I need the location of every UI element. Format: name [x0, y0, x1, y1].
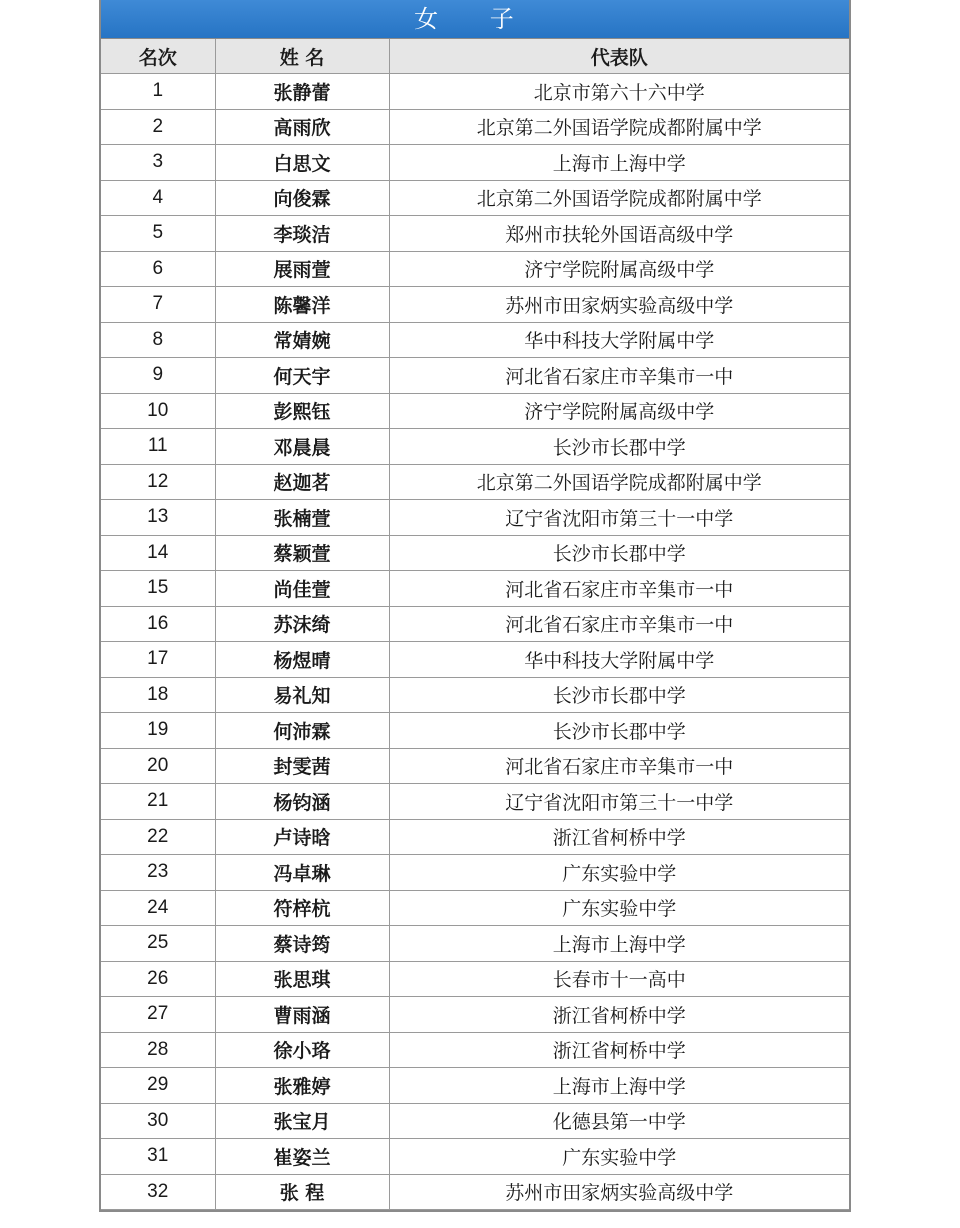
team-cell: 浙江省柯桥中学 [389, 997, 849, 1033]
name-cell: 何沛霖 [215, 713, 389, 749]
rank-cell: 9 [101, 358, 215, 394]
rank-cell: 8 [101, 322, 215, 358]
team-cell: 河北省石家庄市辛集市一中 [389, 606, 849, 642]
table-row [101, 961, 849, 997]
rank-cell: 22 [101, 819, 215, 855]
rank-cell: 15 [101, 571, 215, 607]
team-cell: 河北省石家庄市辛集市一中 [389, 571, 849, 607]
rank-cell: 11 [101, 429, 215, 465]
table-row [101, 109, 849, 145]
rank-cell: 27 [101, 997, 215, 1033]
team-cell: 浙江省柯桥中学 [389, 819, 849, 855]
header-team: 代表队 [389, 39, 849, 74]
rank-cell: 17 [101, 642, 215, 678]
team-cell: 河北省石家庄市辛集市一中 [389, 748, 849, 784]
team-cell: 上海市上海中学 [389, 926, 849, 962]
table-row [101, 180, 849, 216]
table-row [101, 997, 849, 1033]
table-row [101, 819, 849, 855]
table-row [101, 642, 849, 678]
rank-cell: 13 [101, 500, 215, 536]
rank-cell: 6 [101, 251, 215, 287]
team-cell: 济宁学院附属高级中学 [389, 393, 849, 429]
rank-cell: 29 [101, 1068, 215, 1104]
table-row [101, 145, 849, 181]
table-row [101, 890, 849, 926]
table-row [101, 1068, 849, 1104]
name-cell: 符梓杭 [215, 890, 389, 926]
rank-cell: 14 [101, 535, 215, 571]
name-cell: 崔姿兰 [215, 1139, 389, 1175]
team-cell: 华中科技大学附属中学 [389, 322, 849, 358]
table-row [101, 748, 849, 784]
team-cell: 广东实验中学 [389, 855, 849, 891]
name-cell: 曹雨涵 [215, 997, 389, 1033]
name-cell: 张思琪 [215, 961, 389, 997]
name-cell: 张静蕾 [215, 74, 389, 110]
team-cell: 长春市十一高中 [389, 961, 849, 997]
header-rank: 名次 [101, 39, 215, 74]
rank-cell: 10 [101, 393, 215, 429]
team-cell: 北京第二外国语学院成都附属中学 [389, 180, 849, 216]
name-cell: 易礼知 [215, 677, 389, 713]
section-banner [101, 0, 849, 39]
name-cell: 蔡颖萱 [215, 535, 389, 571]
rank-cell: 20 [101, 748, 215, 784]
name-cell: 冯卓琳 [215, 855, 389, 891]
name-cell: 常婧婉 [215, 322, 389, 358]
team-cell: 华中科技大学附属中学 [389, 642, 849, 678]
name-cell: 高雨欣 [215, 109, 389, 145]
rank-cell: 18 [101, 677, 215, 713]
rank-cell: 23 [101, 855, 215, 891]
name-cell: 蔡诗筠 [215, 926, 389, 962]
team-cell: 广东实验中学 [389, 890, 849, 926]
team-cell: 长沙市长郡中学 [389, 429, 849, 465]
name-cell: 封雯茜 [215, 748, 389, 784]
header-row [101, 39, 849, 74]
table-row [101, 358, 849, 394]
name-cell: 陈馨洋 [215, 287, 389, 323]
name-cell: 杨煜晴 [215, 642, 389, 678]
table-row [101, 1139, 849, 1175]
table-row [101, 429, 849, 465]
team-cell: 长沙市长郡中学 [389, 535, 849, 571]
table-row [101, 1103, 849, 1139]
rank-cell: 19 [101, 713, 215, 749]
table-row [101, 784, 849, 820]
team-cell: 苏州市田家炳实验高级中学 [389, 1174, 849, 1210]
name-cell: 张雅婷 [215, 1068, 389, 1104]
name-cell: 彭熙钰 [215, 393, 389, 429]
rank-cell: 31 [101, 1139, 215, 1175]
name-cell: 徐小珞 [215, 1032, 389, 1068]
name-cell: 展雨萱 [215, 251, 389, 287]
team-cell: 长沙市长郡中学 [389, 713, 849, 749]
team-cell: 上海市上海中学 [389, 145, 849, 181]
table-row [101, 393, 849, 429]
team-cell: 北京第二外国语学院成都附属中学 [389, 464, 849, 500]
rank-cell: 4 [101, 180, 215, 216]
name-cell: 张宝月 [215, 1103, 389, 1139]
name-cell: 卢诗晗 [215, 819, 389, 855]
table-row [101, 1174, 849, 1210]
table-row [101, 855, 849, 891]
table-row [101, 500, 849, 536]
name-cell: 杨钧涵 [215, 784, 389, 820]
rank-cell: 32 [101, 1174, 215, 1210]
header-name: 姓 名 [215, 39, 389, 74]
team-cell: 化德县第一中学 [389, 1103, 849, 1139]
rank-cell: 28 [101, 1032, 215, 1068]
name-cell: 苏沫绮 [215, 606, 389, 642]
team-cell: 北京市第六十六中学 [389, 74, 849, 110]
name-cell: 赵迦茗 [215, 464, 389, 500]
rank-cell: 2 [101, 109, 215, 145]
rank-cell: 5 [101, 216, 215, 252]
table-row [101, 606, 849, 642]
table-row [101, 287, 849, 323]
table-row [101, 251, 849, 287]
rank-cell: 21 [101, 784, 215, 820]
table-row [101, 322, 849, 358]
results-table [101, 39, 849, 1210]
team-cell: 济宁学院附属高级中学 [389, 251, 849, 287]
results-body [101, 74, 849, 1210]
name-cell: 张楠萱 [215, 500, 389, 536]
section-title: 女 子 [414, 5, 536, 33]
rank-cell: 24 [101, 890, 215, 926]
table-row [101, 216, 849, 252]
rank-cell: 16 [101, 606, 215, 642]
table-row [101, 713, 849, 749]
rank-cell: 12 [101, 464, 215, 500]
team-cell: 辽宁省沈阳市第三十一中学 [389, 784, 849, 820]
team-cell: 广东实验中学 [389, 1139, 849, 1175]
team-cell: 上海市上海中学 [389, 1068, 849, 1104]
team-cell: 北京第二外国语学院成都附属中学 [389, 109, 849, 145]
name-cell: 何天宇 [215, 358, 389, 394]
rank-cell: 1 [101, 74, 215, 110]
team-cell: 辽宁省沈阳市第三十一中学 [389, 500, 849, 536]
table-row [101, 535, 849, 571]
table-row [101, 926, 849, 962]
rank-cell: 7 [101, 287, 215, 323]
name-cell: 李琰洁 [215, 216, 389, 252]
rank-cell: 26 [101, 961, 215, 997]
team-cell: 长沙市长郡中学 [389, 677, 849, 713]
table-row [101, 464, 849, 500]
rank-cell: 30 [101, 1103, 215, 1139]
results-sheet [99, 0, 851, 1212]
rank-cell: 3 [101, 145, 215, 181]
table-row [101, 1032, 849, 1068]
table-row [101, 74, 849, 110]
table-row [101, 571, 849, 607]
name-cell: 邓晨晨 [215, 429, 389, 465]
name-cell: 张 程 [215, 1174, 389, 1210]
team-cell: 河北省石家庄市辛集市一中 [389, 358, 849, 394]
team-cell: 郑州市扶轮外国语高级中学 [389, 216, 849, 252]
rank-cell: 25 [101, 926, 215, 962]
team-cell: 浙江省柯桥中学 [389, 1032, 849, 1068]
name-cell: 尚佳萱 [215, 571, 389, 607]
name-cell: 向俊霖 [215, 180, 389, 216]
table-row [101, 677, 849, 713]
team-cell: 苏州市田家炳实验高级中学 [389, 287, 849, 323]
name-cell: 白思文 [215, 145, 389, 181]
